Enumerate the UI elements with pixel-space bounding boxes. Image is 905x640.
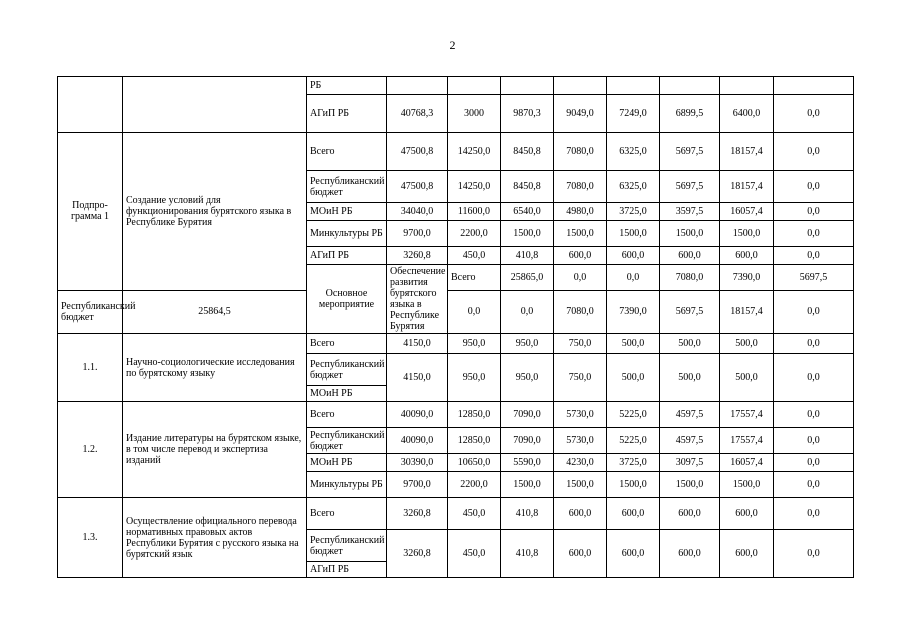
value-cell: 5225,0: [607, 402, 660, 428]
value-cell: 600,0: [660, 498, 720, 530]
value-cell: 34040,0: [387, 203, 448, 221]
value-cell: 500,0: [660, 334, 720, 354]
funding-source-cell: Республиканский бюджет: [307, 428, 387, 454]
value-cell: 18157,4: [720, 290, 774, 333]
value-cell: 600,0: [720, 530, 774, 578]
funding-source-cell: МОиН РБ: [307, 454, 387, 472]
value-cell: 0,0: [774, 472, 854, 498]
value-cell: 7249,0: [607, 95, 660, 133]
value-cell: 450,0: [448, 247, 501, 265]
value-cell: 18157,4: [720, 171, 774, 203]
value-cell: 600,0: [607, 247, 660, 265]
value-cell: 3260,8: [387, 247, 448, 265]
value-cell: 47500,8: [387, 171, 448, 203]
value-cell: 8450,8: [501, 133, 554, 171]
value-cell: 600,0: [607, 530, 660, 578]
value-cell: 25865,0: [501, 265, 554, 291]
funding-source-cell: АГиП РБ: [307, 562, 387, 578]
value-cell: 3597,5: [660, 203, 720, 221]
budget-table-body: [58, 77, 854, 578]
value-cell: [554, 77, 607, 95]
value-cell: 0,0: [774, 402, 854, 428]
value-cell: 3725,0: [607, 203, 660, 221]
value-cell: 5730,0: [554, 402, 607, 428]
funding-source-cell: Республиканский бюджет: [58, 290, 123, 333]
value-cell: 500,0: [607, 354, 660, 402]
value-cell: 410,8: [501, 498, 554, 530]
value-cell: 600,0: [554, 498, 607, 530]
value-cell: 9700,0: [387, 472, 448, 498]
value-cell: 2200,0: [448, 472, 501, 498]
table-row: [58, 133, 854, 171]
value-cell: [501, 77, 554, 95]
value-cell: 1500,0: [501, 472, 554, 498]
value-cell: 0,0: [774, 221, 854, 247]
value-cell: 3000: [448, 95, 501, 133]
value-cell: 500,0: [607, 334, 660, 354]
value-cell: 600,0: [660, 247, 720, 265]
value-cell: 750,0: [554, 334, 607, 354]
page-number: 2: [449, 38, 456, 52]
value-cell: 0,0: [774, 354, 854, 402]
funding-source-cell: МОиН РБ: [307, 386, 387, 402]
value-cell: 1500,0: [607, 472, 660, 498]
value-cell: [660, 77, 720, 95]
value-cell: 600,0: [607, 498, 660, 530]
program-code-cell: [58, 77, 123, 133]
value-cell: 5225,0: [607, 428, 660, 454]
value-cell: 1500,0: [660, 472, 720, 498]
value-cell: 7080,0: [554, 290, 607, 333]
value-cell: 40090,0: [387, 402, 448, 428]
value-cell: 12850,0: [448, 428, 501, 454]
value-cell: 7090,0: [501, 428, 554, 454]
value-cell: 9870,3: [501, 95, 554, 133]
value-cell: 14250,0: [448, 171, 501, 203]
value-cell: 1500,0: [554, 221, 607, 247]
funding-source-cell: Всего: [307, 334, 387, 354]
value-cell: 0,0: [774, 290, 854, 333]
value-cell: 950,0: [501, 354, 554, 402]
program-code-cell: 1.3.: [58, 498, 123, 578]
value-cell: 1500,0: [501, 221, 554, 247]
program-code-cell: Подпро-грамма 1: [58, 133, 123, 291]
value-cell: 1500,0: [607, 221, 660, 247]
funding-source-cell: Всего: [307, 133, 387, 171]
value-cell: 11600,0: [448, 203, 501, 221]
value-cell: 600,0: [720, 247, 774, 265]
value-cell: 9049,0: [554, 95, 607, 133]
value-cell: 47500,8: [387, 133, 448, 171]
value-cell: 5697,5: [774, 265, 854, 291]
value-cell: 5697,5: [660, 171, 720, 203]
value-cell: 1500,0: [720, 221, 774, 247]
program-name-cell: [123, 77, 307, 133]
value-cell: [607, 77, 660, 95]
table-row: [58, 498, 854, 530]
value-cell: 5590,0: [501, 454, 554, 472]
funding-source-cell: Минкультуры РБ: [307, 221, 387, 247]
value-cell: [720, 77, 774, 95]
program-code-cell: Основное мероприятие: [307, 265, 387, 334]
value-cell: 25864,5: [123, 290, 307, 333]
value-cell: 0,0: [774, 133, 854, 171]
value-cell: 7080,0: [660, 265, 720, 291]
value-cell: 7080,0: [554, 133, 607, 171]
value-cell: 18157,4: [720, 133, 774, 171]
value-cell: 6400,0: [720, 95, 774, 133]
funding-source-cell: МОиН РБ: [307, 203, 387, 221]
value-cell: 5697,5: [660, 290, 720, 333]
value-cell: 0,0: [774, 334, 854, 354]
program-name-cell: Осуществление официального перевода нормативных правовых актов Республики Бурятия с русского языка на бурятский язык: [123, 498, 307, 578]
value-cell: 750,0: [554, 354, 607, 402]
value-cell: 17557,4: [720, 428, 774, 454]
funding-source-cell: АГиП РБ: [307, 247, 387, 265]
program-name-cell: Создание условий для функционирования бурятского языка в Республике Бурятия: [123, 133, 307, 291]
value-cell: 0,0: [448, 290, 501, 333]
value-cell: 4230,0: [554, 454, 607, 472]
value-cell: 0,0: [774, 530, 854, 578]
value-cell: 450,0: [448, 530, 501, 578]
value-cell: 4150,0: [387, 354, 448, 402]
value-cell: 10650,0: [448, 454, 501, 472]
table-row: [58, 402, 854, 428]
value-cell: 3260,8: [387, 498, 448, 530]
value-cell: 0,0: [607, 265, 660, 291]
value-cell: 14250,0: [448, 133, 501, 171]
value-cell: 450,0: [448, 498, 501, 530]
value-cell: 950,0: [501, 334, 554, 354]
value-cell: 3260,8: [387, 530, 448, 578]
program-name-cell: Обеспечение развития бурятского языка в Республике Бурятия: [387, 265, 448, 334]
program-code-cell: 1.2.: [58, 402, 123, 498]
value-cell: 950,0: [448, 354, 501, 402]
funding-source-cell: Всего: [448, 265, 501, 291]
value-cell: 4980,0: [554, 203, 607, 221]
value-cell: 600,0: [720, 498, 774, 530]
value-cell: 40768,3: [387, 95, 448, 133]
value-cell: 0,0: [774, 247, 854, 265]
funding-source-cell: Всего: [307, 498, 387, 530]
value-cell: [448, 77, 501, 95]
value-cell: 5730,0: [554, 428, 607, 454]
funding-source-cell: Минкультуры РБ: [307, 472, 387, 498]
value-cell: 17557,4: [720, 402, 774, 428]
funding-source-cell: АГиП РБ: [307, 95, 387, 133]
value-cell: 410,8: [501, 530, 554, 578]
funding-source-cell: Республиканский бюджет: [307, 354, 387, 386]
value-cell: 16057,4: [720, 454, 774, 472]
funding-source-cell: Всего: [307, 402, 387, 428]
value-cell: 6325,0: [607, 133, 660, 171]
budget-table: [57, 76, 854, 578]
value-cell: 5697,5: [660, 133, 720, 171]
program-name-cell: Научно-социологические исследования по бурятскому языку: [123, 334, 307, 402]
value-cell: 2200,0: [448, 221, 501, 247]
value-cell: 16057,4: [720, 203, 774, 221]
table-row: [58, 334, 854, 354]
value-cell: 30390,0: [387, 454, 448, 472]
value-cell: 6899,5: [660, 95, 720, 133]
value-cell: 410,8: [501, 247, 554, 265]
value-cell: 600,0: [554, 530, 607, 578]
value-cell: 500,0: [660, 354, 720, 402]
table-row: [58, 290, 854, 333]
value-cell: [387, 77, 448, 95]
value-cell: [774, 77, 854, 95]
funding-source-cell: РБ: [307, 77, 387, 95]
value-cell: 600,0: [554, 247, 607, 265]
table-row: [58, 77, 854, 95]
value-cell: 9700,0: [387, 221, 448, 247]
value-cell: 3097,5: [660, 454, 720, 472]
value-cell: 7090,0: [501, 402, 554, 428]
value-cell: 500,0: [720, 354, 774, 402]
value-cell: 0,0: [501, 290, 554, 333]
value-cell: 7080,0: [554, 171, 607, 203]
value-cell: 12850,0: [448, 402, 501, 428]
value-cell: 0,0: [774, 498, 854, 530]
value-cell: 0,0: [774, 171, 854, 203]
program-name-cell: Издание литературы на бурятском языке, в том числе перевод и экспертиза изданий: [123, 402, 307, 498]
program-code-cell: 1.1.: [58, 334, 123, 402]
funding-source-cell: Республиканский бюджет: [307, 530, 387, 562]
value-cell: 6325,0: [607, 171, 660, 203]
value-cell: 0,0: [554, 265, 607, 291]
value-cell: 1500,0: [554, 472, 607, 498]
value-cell: 4150,0: [387, 334, 448, 354]
value-cell: 1500,0: [660, 221, 720, 247]
value-cell: 500,0: [720, 334, 774, 354]
value-cell: 3725,0: [607, 454, 660, 472]
value-cell: 4597,5: [660, 428, 720, 454]
funding-source-cell: Республиканский бюджет: [307, 171, 387, 203]
value-cell: 0,0: [774, 203, 854, 221]
value-cell: 4597,5: [660, 402, 720, 428]
value-cell: 40090,0: [387, 428, 448, 454]
value-cell: 600,0: [660, 530, 720, 578]
value-cell: 7390,0: [607, 290, 660, 333]
value-cell: 6540,0: [501, 203, 554, 221]
value-cell: 1500,0: [720, 472, 774, 498]
value-cell: 950,0: [448, 334, 501, 354]
value-cell: 0,0: [774, 95, 854, 133]
value-cell: 0,0: [774, 454, 854, 472]
value-cell: 8450,8: [501, 171, 554, 203]
value-cell: 0,0: [774, 428, 854, 454]
value-cell: 7390,0: [720, 265, 774, 291]
